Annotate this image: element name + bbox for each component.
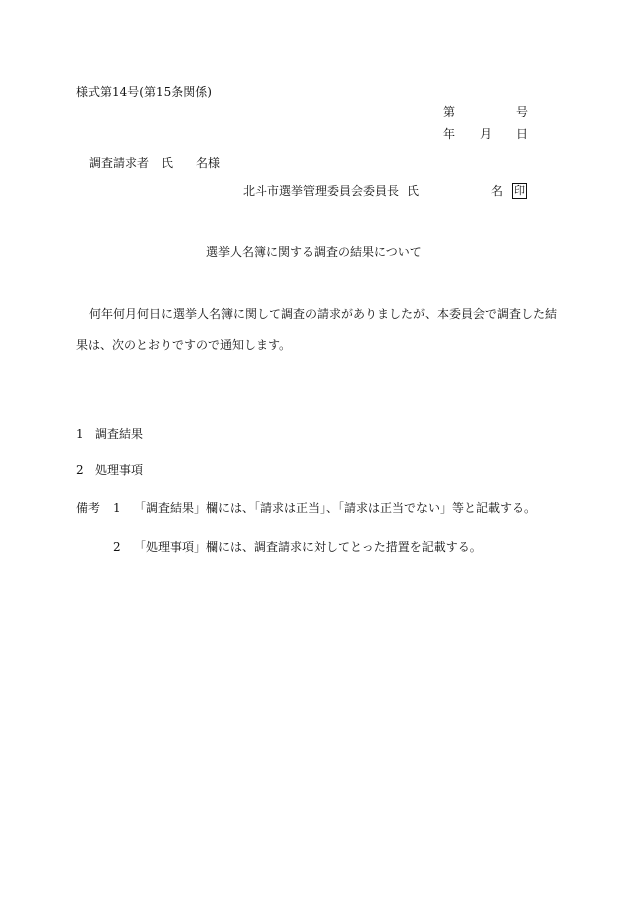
remarks-label: 備考	[76, 501, 101, 515]
recipient-mei: 名様	[196, 156, 221, 170]
note-number: 2	[113, 540, 121, 554]
item-label: 処理事項	[95, 463, 144, 477]
form-number: 様式第14号(第15条関係)	[76, 85, 212, 99]
sender-mei: 名	[491, 184, 504, 198]
note-text: 「処理事項」欄には、調査請求に対してとった措置を記載する。	[134, 540, 482, 554]
recipient-label: 調査請求者	[89, 156, 150, 170]
body-line-2: 果は、次のとおりですので通知します。	[76, 338, 292, 352]
item-number: 2	[76, 463, 84, 477]
date-day: 日	[516, 127, 529, 141]
note-text: 「調査結果」欄には、「請求は正当」、「請求は正当でない」等と記載する。	[134, 501, 537, 515]
doc-number-prefix: 第	[443, 105, 456, 119]
date-year: 年	[443, 127, 456, 141]
note-number: 1	[113, 501, 121, 515]
sender-title: 北斗市選挙管理委員会委員長	[243, 184, 400, 198]
seal-mark-wrapper	[512, 182, 527, 198]
seal-mark: 印	[514, 184, 525, 197]
item-number: 1	[76, 427, 84, 441]
recipient-shi: 氏	[161, 156, 174, 170]
sender-shi: 氏	[407, 184, 420, 198]
subject-title: 選挙人名簿に関する調査の結果について	[206, 245, 422, 259]
doc-number-suffix: 号	[516, 105, 529, 119]
item-label: 調査結果	[95, 427, 144, 441]
date-month: 月	[480, 127, 493, 141]
body-line-1: 何年何月何日に選挙人名簿に関して調査の請求がありましたが、本委員会で調査した結	[89, 307, 558, 321]
